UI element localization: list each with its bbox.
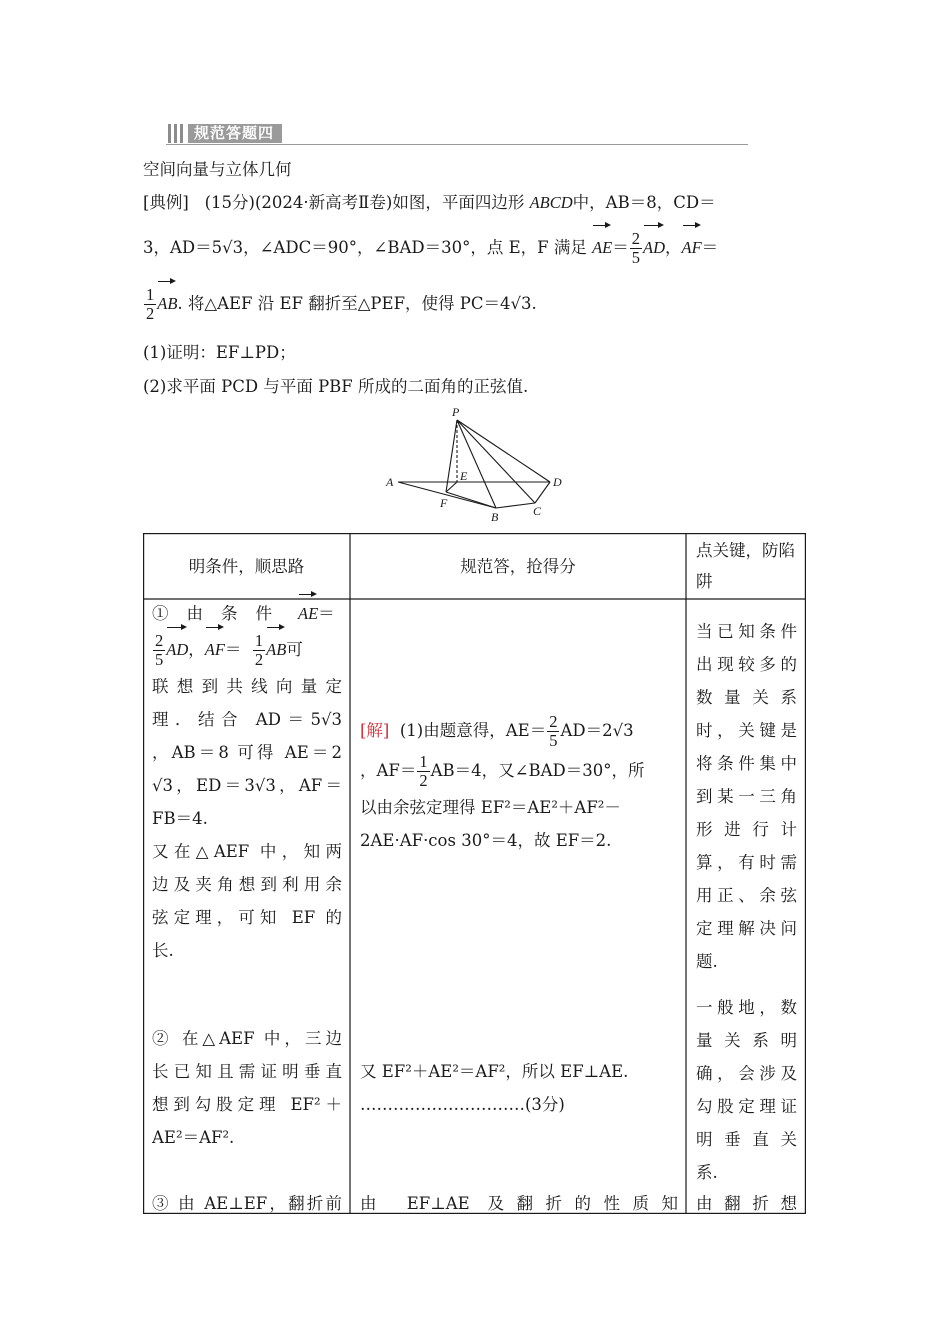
table-header-conditions: 明条件，顺思路 bbox=[188, 557, 305, 576]
label-p: P bbox=[452, 405, 460, 419]
problem-line2-a: 3，AD＝5√3，∠ADC＝90°，∠BAD＝30°，点 E，F 满足 bbox=[143, 238, 587, 257]
label-a: A bbox=[386, 475, 394, 489]
problem-line-3 bbox=[143, 284, 537, 324]
col3-tips-2: 一般地，数 量关系明 确，会涉及 勾股定理证 明垂直关 系. bbox=[696, 998, 797, 1182]
col1-r1-l9: 边及夹角想到利用余 bbox=[152, 875, 342, 894]
problem-label: [典例] bbox=[143, 193, 189, 212]
col1-r1-l10: 弦定理，可知 EF 的 bbox=[152, 908, 342, 927]
col1-step-3: ③ 由 AE⊥EF，翻折前 bbox=[152, 1194, 342, 1213]
header-bars-decoration bbox=[166, 124, 188, 143]
col3-tips-3: 由翻折想 bbox=[696, 1194, 797, 1213]
label-d: D bbox=[553, 475, 562, 489]
col1-vector-ae: AE bbox=[298, 597, 318, 630]
edge-pf bbox=[446, 420, 457, 492]
header-tag: 规范答题四 bbox=[188, 124, 282, 143]
problem-line-2: 3，AD＝5√3，∠ADC＝90°，∠BAD＝30°，点 E，F 满足 AE＝ $\frac{2}{5}$ AD，AF＝ bbox=[143, 229, 719, 267]
vector-ad: AD bbox=[643, 228, 665, 268]
section-header bbox=[166, 122, 748, 146]
col1-reasoning: ① 由 条 件 AE＝ $\frac{2}{5}$ AD，AF＝ $\frac{1}{2}$ AB可 联想到共线向量定 理．结合 AD＝5√3 ，AB＝8 可得 AE＝2 √3，ED＝3√3，AF＝ FB＝4. 又在△AEF 中，知两 边及夹角想到利用余 弦定理，可知 EF 的 长. bbox=[152, 597, 342, 967]
section-title: 空间向量与立体几何 bbox=[143, 160, 292, 179]
fraction-2-5: $\frac{2}{5}$ bbox=[631, 229, 640, 267]
label-c: C bbox=[533, 504, 542, 518]
col1-r1-l6: √3，ED＝3√3，AF＝ bbox=[152, 776, 342, 795]
vector-ab: AB bbox=[157, 284, 177, 324]
vector-ae: AE bbox=[592, 228, 612, 268]
col2-solution: [解] (1)由题意得，AE＝ $\frac{2}{5}$ AD＝2√3 ，AF＝ $\frac{1}{2}$ AB＝4，又∠BAD＝30°，所 以由余弦定理得 EF²＝AE²＋AF²－ 2AE·AF·cos 30°＝4，故 EF＝2. bbox=[360, 712, 645, 850]
header-rule bbox=[166, 144, 748, 145]
edge-bc bbox=[496, 503, 535, 508]
col2-step-3: 由 EF⊥AE 及翻折的性质知 bbox=[360, 1194, 678, 1213]
label-e: E bbox=[460, 469, 468, 483]
col1-r1-l2-b: 可 bbox=[286, 640, 303, 659]
table-header-answer: 规范答，抢得分 bbox=[460, 557, 576, 576]
problem-line1-end: AB＝8，CD＝ bbox=[605, 193, 716, 212]
col1-r1-l5: ，AB＝8 可得 AE＝2 bbox=[152, 743, 342, 762]
solution-label: [解] bbox=[360, 721, 390, 740]
label-b: B bbox=[491, 510, 499, 524]
col1-r1-l8: 又在△AEF 中，知两 bbox=[152, 842, 342, 861]
table-header-traps: 点关键，防陷阱 bbox=[696, 541, 795, 591]
problem-line-1 bbox=[143, 192, 716, 214]
question-2: (2)求平面 PCD 与平面 PBF 所成的二面角的正弦值. bbox=[143, 377, 529, 396]
fraction-1-2: $\frac{1}{2}$ bbox=[146, 285, 155, 323]
col2-step-2: 又 EF²＋AE²＝AF²，所以 EF⊥AE. …………………………(3分) bbox=[360, 1062, 629, 1114]
vector-af: AF bbox=[682, 228, 702, 268]
edge-pc bbox=[457, 420, 535, 503]
col3-tips: 当已知条件 出现较多的 数量关系 时，关键是 将条件集中 到某一三角 形进行计 算，有时需 用正、余弦 定理解决问 题. bbox=[696, 622, 797, 971]
col1-r1-l4: 理．结合 AD＝5√3 bbox=[152, 710, 342, 729]
col1-step-2: ② 在△AEF 中，三边 长已知且需证明垂直 想到勾股定理 EF²＋ AE²＝AF². bbox=[152, 1029, 342, 1147]
edge-fb bbox=[446, 492, 496, 508]
col1-r1-l11: 长. bbox=[152, 941, 174, 960]
col1-r1-l7: FB＝4. bbox=[152, 809, 208, 828]
col1-r1-l1: ① 由 条 件 bbox=[152, 604, 272, 623]
pyramid-figure bbox=[380, 402, 580, 530]
col1-r1-l3: 联想到共线向量定 bbox=[152, 677, 342, 696]
problem-in: 中， bbox=[572, 193, 606, 212]
label-f: F bbox=[440, 496, 448, 510]
problem-source: (15分)(2024·新高考Ⅱ卷)如图，平面四边形 bbox=[204, 193, 525, 212]
edge-cd bbox=[535, 482, 550, 503]
question-1: (1)证明：EF⊥PD； bbox=[143, 343, 296, 362]
answer-table bbox=[143, 533, 806, 1214]
problem-line3-rest: . 将△AEF 沿 EF 翻折至△PEF，使得 PC＝4√3. bbox=[177, 294, 537, 313]
problem-quad: ABCD bbox=[529, 193, 573, 212]
